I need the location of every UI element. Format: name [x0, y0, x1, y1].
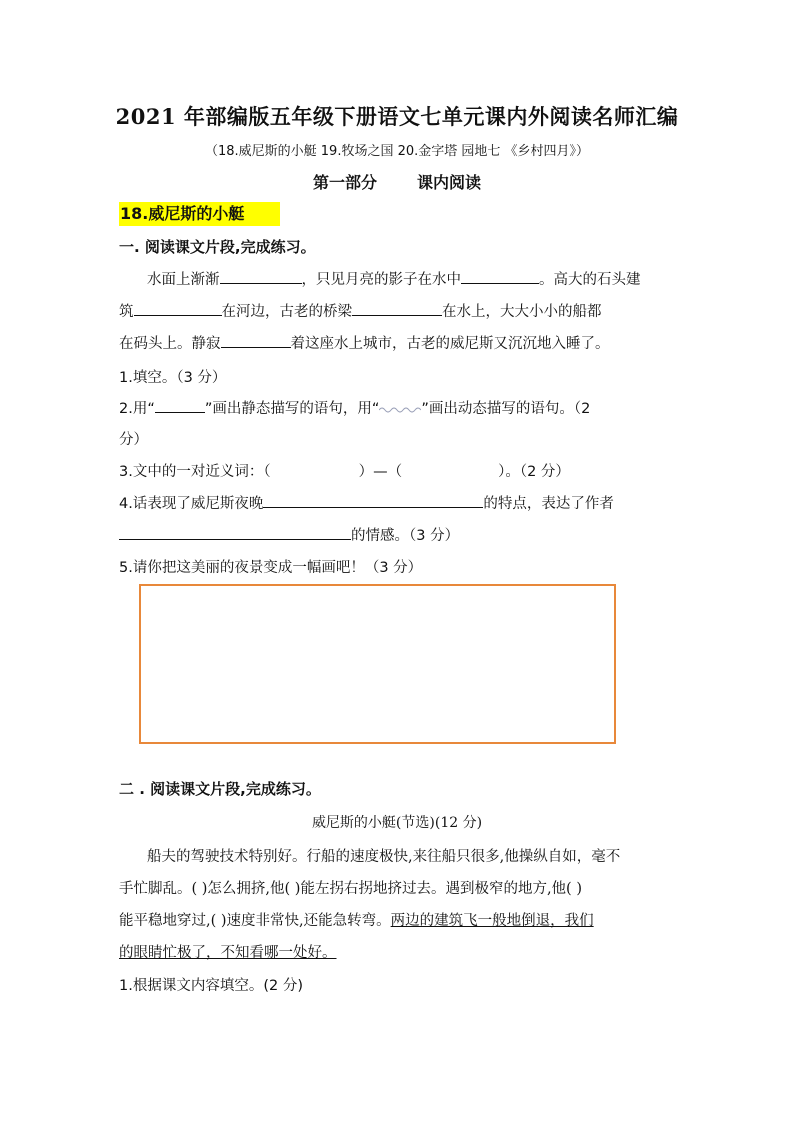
question-text: ）。（2 分）	[498, 464, 570, 480]
question-text: 2.用“	[119, 401, 155, 417]
passage-line-1	[147, 268, 674, 289]
fill-blank[interactable]	[134, 301, 222, 316]
fill-blank[interactable]	[220, 269, 302, 284]
passage2-line-1: 船夫的驾驶技术特别好。行船的速度极快,来往船只很多,他操纵自如，毫不	[147, 849, 621, 865]
drawing-box[interactable]	[139, 584, 616, 744]
straight-underline-sample	[155, 398, 205, 413]
document-title: 2021 年部编版五年级下册语文七单元课内外阅读名师汇编	[115, 104, 679, 129]
fill-blank[interactable]	[352, 301, 442, 316]
question-text: ）—（	[358, 464, 403, 480]
wavy-underline-sample	[379, 404, 421, 414]
question-text: ”画出动态描写的语句。（2	[421, 401, 591, 417]
question-2-cont: 分）	[119, 432, 148, 448]
passage-text: 筑	[119, 304, 134, 320]
question-4	[119, 492, 614, 513]
passage2-line-2: 手忙脚乱。( )怎么拥挤,他( )能左拐右拐地挤过去。遇到极窄的地方,他( )	[119, 881, 582, 897]
question-4-cont	[119, 524, 459, 545]
question-text: 3.文中的一对近义词：（	[119, 464, 271, 480]
passage-text: 水面上渐渐	[147, 272, 220, 288]
fill-blank[interactable]	[263, 493, 483, 508]
question-2	[119, 397, 590, 418]
part-heading	[0, 170, 794, 193]
passage-text: 在水上，大大小小的船都	[442, 304, 602, 320]
passage-text: 着这座水上城市，古老的威尼斯又沉沉地入睡了。	[290, 336, 610, 352]
fill-blank[interactable]	[221, 333, 291, 348]
question-text: 4.话表现了威尼斯夜晚	[119, 496, 264, 512]
document-subtitle: （18.威尼斯的小艇 19.牧场之国 20.金字塔 园地七 《乡村四月》）	[204, 144, 590, 159]
fill-blank[interactable]	[461, 269, 539, 284]
section2-question-1: 1.根据课文内容填空。(2 分)	[119, 978, 303, 994]
question-text: 的情感。（3 分）	[351, 528, 460, 544]
fill-blank[interactable]	[119, 525, 351, 540]
lesson-title: 18.威尼斯的小艇	[119, 202, 280, 226]
part-label: 第一部分	[312, 173, 377, 192]
passage-text: ，只见月亮的影子在水中	[301, 272, 461, 288]
question-text: ”画出静态描写的语句，用“	[204, 401, 380, 417]
passage-text: 在码头上。静寂	[119, 336, 221, 352]
part-name: 课内阅读	[417, 173, 482, 192]
section1-heading: 一. 阅读课文片段,完成练习。	[119, 238, 316, 256]
passage-text: 在河边，古老的桥梁	[221, 304, 352, 320]
question-text: 的特点，表达了作者	[483, 496, 614, 512]
underlined-sentence: 两边的建筑飞一般地倒退，我们	[390, 913, 594, 929]
passage-text: 能平稳地穿过,( )速度非常快,还能急转弯。	[119, 913, 391, 929]
question-1: 1.填空。（3 分）	[119, 370, 227, 386]
passage-title: 威尼斯的小艇(节选)(12 分)	[311, 815, 483, 831]
passage2-line-4: 的眼睛忙极了，不知看哪一处好。	[119, 945, 337, 961]
passage-text: 。高大的石头建	[539, 272, 641, 288]
passage-line-3	[119, 332, 674, 353]
passage2-line-3	[119, 909, 594, 930]
section2-heading: 二 . 阅读课文片段,完成练习。	[119, 780, 321, 798]
question-5: 5.请你把这美丽的夜景变成一幅画吧！（3 分）	[119, 560, 423, 576]
question-3	[119, 460, 570, 481]
passage-line-2	[119, 300, 674, 321]
